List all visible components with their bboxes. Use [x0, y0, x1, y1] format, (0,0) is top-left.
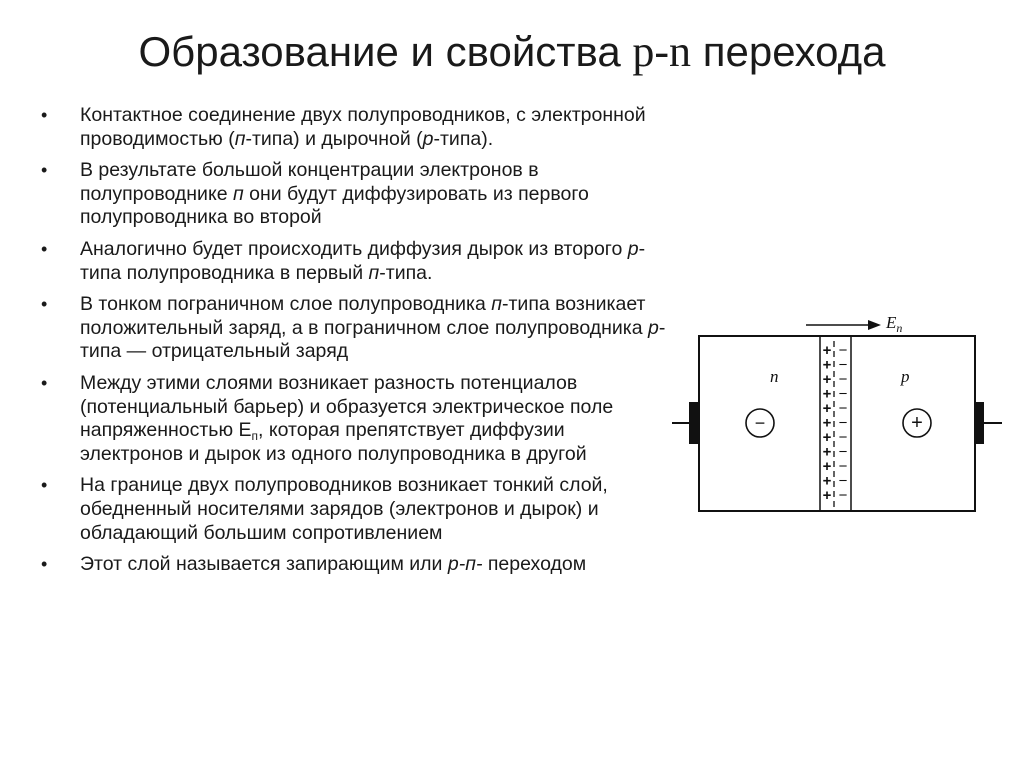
- p-region-label: р: [901, 367, 910, 386]
- bullet-item: [38, 293, 668, 364]
- field-arrow-head: [868, 320, 881, 330]
- bullet-item: [38, 238, 668, 285]
- positive-charge: +: [822, 342, 832, 359]
- bullet-dot: •: [41, 475, 48, 496]
- italic-text: р: [648, 316, 659, 339]
- negative-charge: −: [838, 429, 848, 446]
- positive-charge: +: [822, 385, 832, 403]
- negative-charge: −: [838, 487, 848, 504]
- italic-text: р: [627, 237, 639, 260]
- bullet-text: [80, 159, 668, 230]
- positive-charge: +: [822, 472, 832, 490]
- title-text: Образование и свойства: [138, 28, 633, 75]
- positive-charge: +: [822, 356, 832, 374]
- bullet-text: [80, 372, 668, 466]
- bullet-dot: •: [41, 160, 48, 181]
- n-region-label: п: [770, 367, 779, 386]
- text-run: -типа) и дырочной (: [245, 127, 423, 150]
- positive-charge: +: [822, 371, 832, 388]
- negative-charge: −: [838, 443, 848, 461]
- negative-charge: −: [838, 356, 848, 374]
- bullet-text: [80, 238, 668, 285]
- bullet-dot: •: [41, 554, 48, 575]
- bullet-text: [80, 104, 668, 151]
- italic-text: п: [491, 293, 502, 316]
- bullet-dot: •: [41, 105, 48, 125]
- text-run: -типа.: [379, 261, 433, 284]
- positive-charge: +: [822, 429, 832, 446]
- text-run: -типа — отрицательный заряд: [80, 316, 666, 363]
- positive-charge: +: [822, 458, 832, 475]
- italic-text: р: [422, 127, 434, 150]
- bullet-dot: •: [41, 294, 48, 315]
- bullet-text: [80, 293, 668, 364]
- text-run: Этот слой называется запирающим или: [80, 553, 448, 576]
- positive-charge: +: [822, 400, 832, 417]
- text-run: В результате большой концентрации электронов в полупроводнике: [80, 159, 539, 205]
- positive-charge: +: [822, 443, 832, 461]
- negative-charge: −: [838, 400, 848, 417]
- italic-text: п: [368, 261, 380, 284]
- bullet-list: [38, 104, 668, 585]
- bullet-dot: •: [41, 238, 48, 259]
- title-text-end: перехода: [691, 28, 886, 75]
- bullet-item: [38, 474, 668, 545]
- pn-junction-diagram: [672, 305, 1012, 535]
- minus-electrode-sign: −: [754, 413, 766, 433]
- text-run: переходом: [482, 553, 587, 576]
- text-run: Контактное соединение двух полупроводников, с электронной проводимостью (: [80, 104, 646, 150]
- italic-text: р-п-: [447, 553, 483, 576]
- text-run: -типа).: [433, 127, 494, 150]
- text-run: , которая препятствует диффузии электронов и дырок из одного полупроводника в другой: [80, 419, 587, 465]
- negative-charge: −: [838, 342, 848, 359]
- bullet-item: [38, 159, 668, 230]
- plus-electrode-sign: +: [911, 412, 923, 434]
- text-run: -типа возникает положительный заряд, а в пограничном слое полупроводника: [80, 293, 648, 339]
- text-run: -типа полупроводника в первый: [80, 237, 646, 284]
- negative-charge: −: [838, 414, 848, 432]
- bullet-item: [38, 372, 668, 466]
- left-terminal: [689, 402, 699, 444]
- bullet-dot: •: [41, 372, 48, 393]
- negative-charge: −: [838, 371, 848, 388]
- text-run: они будут диффузировать из первого полупроводника во второй: [80, 182, 589, 229]
- negative-charge: −: [838, 472, 848, 490]
- positive-charge-column: [823, 342, 832, 504]
- subscript-text: п: [251, 429, 259, 444]
- bullet-item: [38, 553, 668, 577]
- bullet-text: [80, 474, 668, 545]
- field-label: $E_п$: [886, 313, 903, 335]
- crystal-body: [699, 336, 975, 511]
- text-run: На границе двух полупроводников возникает тонкий слой, обедненный носителями зарядов (электронов и дырок) и обладающий большим сопротивлением: [80, 474, 608, 544]
- text-run: В тонком пограничном слое полупроводника: [80, 293, 492, 316]
- text-run: Между этими слоями возникает разность потенциалов (потенциальный барьер) и образуется электрическое поле напряженностью E: [80, 371, 614, 442]
- negative-charge: −: [838, 385, 848, 403]
- title-pn: p-n: [632, 27, 692, 76]
- italic-text: п: [232, 182, 244, 205]
- negative-charge: −: [838, 458, 848, 475]
- italic-text: п: [234, 127, 246, 150]
- positive-charge: +: [822, 487, 832, 504]
- negative-charge-column: [839, 342, 848, 504]
- slide-title: [0, 22, 1024, 82]
- bullet-text: [80, 553, 668, 577]
- positive-charge: +: [822, 414, 832, 432]
- text-run: Аналогично будет происходить диффузия дырок из второго: [80, 237, 628, 260]
- bullet-item: [38, 104, 668, 151]
